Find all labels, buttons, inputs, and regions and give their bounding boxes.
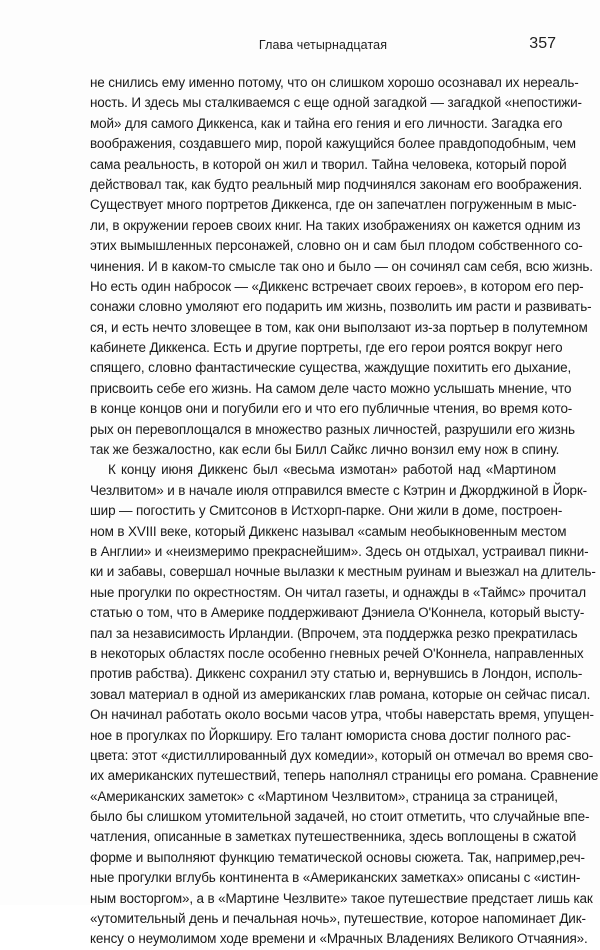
text-line: так же безжалостно, как если бы Билл Сайкс лично вонзил ему нож в спину. <box>90 442 560 458</box>
chapter-title: Глава четырнадцатая <box>258 38 388 52</box>
text-line: зовал материал в одной из американских глав романа, которые он сейчас писал. <box>90 686 591 702</box>
text-line: этих вымышленных персонажей, словно он и сам был плодом собственного со- <box>90 238 583 254</box>
text-line: кабинете Диккенса. Есть и другие портреты, где его герои роятся вокруг него <box>90 340 563 356</box>
text-line: ные прогулки по окрестностям. Он читал газеты, и однажды в «Таймс» прочитал <box>90 584 586 600</box>
text-line: было бы слишком утомительной задачей, но стоит отметить, что случайные впе- <box>90 809 590 825</box>
text-line: К концу июня Диккенс был «весьма измотан» работой над «Мартином <box>108 462 556 478</box>
text-line: статью о том, что в Америке поддерживают Дэниела О'Коннела, который высту- <box>90 605 585 621</box>
text-line: сама реальность, в которой он жил и творил. Тайна человека, который порой <box>90 156 567 172</box>
page-number: 357 <box>529 35 556 52</box>
text-line: чинения. И в каком-то смысле так оно и было — он сочинял сам себя, всю жизнь. <box>90 258 593 274</box>
running-head <box>90 36 556 58</box>
text-line: Чезлвитом» и в начале июля отправился вместе с Кэтрин и Джорджиной в Йорк- <box>90 482 587 498</box>
text-line: присвоить себе его жизнь. На самом деле часто можно услышать мнение, что <box>90 380 572 396</box>
text-line: кенсу о неумолимом ходе времени и «Мрачных Владениях Великого Отчаяния». <box>90 931 588 947</box>
paragraph-1 <box>90 73 593 460</box>
text-line: в Англии» и «неизмеримо прекраснейшим». Здесь он отдыхал, устраивал пикни- <box>90 543 589 559</box>
text-line: ным восторгом», а в «Мартине Чезлвите» такое путешествие предстает лишь как <box>90 890 593 906</box>
text-line: ные прогулки вглубь континента в «Американских заметках» описаны с «истин- <box>90 870 581 886</box>
body-text <box>90 73 599 950</box>
text-line: действовал так, как будто реальный мир подчинялся законам его воображения. <box>90 176 583 192</box>
text-line: ки и забавы, совершал ночные вылазки к местным руинам и выезжал на длитель- <box>90 564 596 580</box>
text-line: рых он перевоплощался в множество разных личностей, разрушили его жизнь <box>90 421 575 437</box>
text-line: пал за независимость Ирландии. (Впрочем, эта поддержка резко прекратилась <box>90 625 578 641</box>
text-line: шир — погостить у Смитсонов в Истхорп-парке. Они жили в доме, построен- <box>90 503 563 519</box>
text-line: сонажи словно умоляют его подарить им жизнь, позволить им расти и развивать- <box>90 299 592 315</box>
text-line: воображения, создавшего мир, порой кажущийся более правдоподобным, чем <box>90 136 576 152</box>
text-line: в некоторых областях после особенно гневных речей О'Коннела, направленных <box>90 645 584 661</box>
text-line: их американских путешествий, теперь наполнял страницы его романа. Сравнение <box>90 768 599 784</box>
text-line: «Американских заметок» с «Мартином Чезлвитом», страница за страницей, <box>90 788 558 804</box>
text-line: ся, и есть нечто зловещее в том, как они выползают из-за портьер в полутемном <box>90 319 588 335</box>
text-line: чатления, описанные в заметках путешественника, здесь воплощены в сжатой <box>90 829 577 845</box>
text-line: форме и выполняют функцию тематической основы сюжета. Так, например,реч- <box>90 849 585 865</box>
paragraph-2 <box>90 460 599 949</box>
text-line: не снились ему именно потому, что он слишком хорошо осознавал их нереаль- <box>90 75 579 90</box>
text-line: «утомительный день и печальная ночь», путешествие, которое напоминает Дик- <box>90 911 586 927</box>
text-line: ное в прогулках по Йоркширу. Его талант юмориста снова достиг полного рас- <box>90 727 571 743</box>
text-line: ность. И здесь мы сталкиваемся с еще одной загадкой — загадкой «непостижи- <box>90 95 582 111</box>
text-line: ном в XVIII веке, который Диккенс называл «самым необыкновенным местом <box>90 523 567 539</box>
text-line: Но есть один набросок — «Диккенс встречает своих героев», в котором его пер- <box>90 278 584 294</box>
text-line: цвета: этот «дистиллированный дух комедии», который он отмечал во время сво- <box>90 747 594 763</box>
text-line: Он начинал работать около восьми часов утра, чтобы наверстать время, упущен- <box>90 707 594 723</box>
text-line: ли, в окружении героев своих книг. На таких изображениях он кажется одним из <box>90 217 581 233</box>
text-line: против рабства). Диккенс сохранил эту статью и, вернувшись в Лондон, исполь- <box>90 666 583 682</box>
text-line: спящего, словно фантастические существа, жаждущие похитить его дыхание, <box>90 360 572 376</box>
text-line: Существует много портретов Диккенса, где он запечатлен погруженным в мыс- <box>90 197 577 213</box>
text-line: в конце концов они и погубили его и что его публичные чтения, во время кото- <box>90 401 573 417</box>
text-line: мой» для самого Диккенса, как и тайна его гения и его личности. Загадка его <box>90 115 563 131</box>
